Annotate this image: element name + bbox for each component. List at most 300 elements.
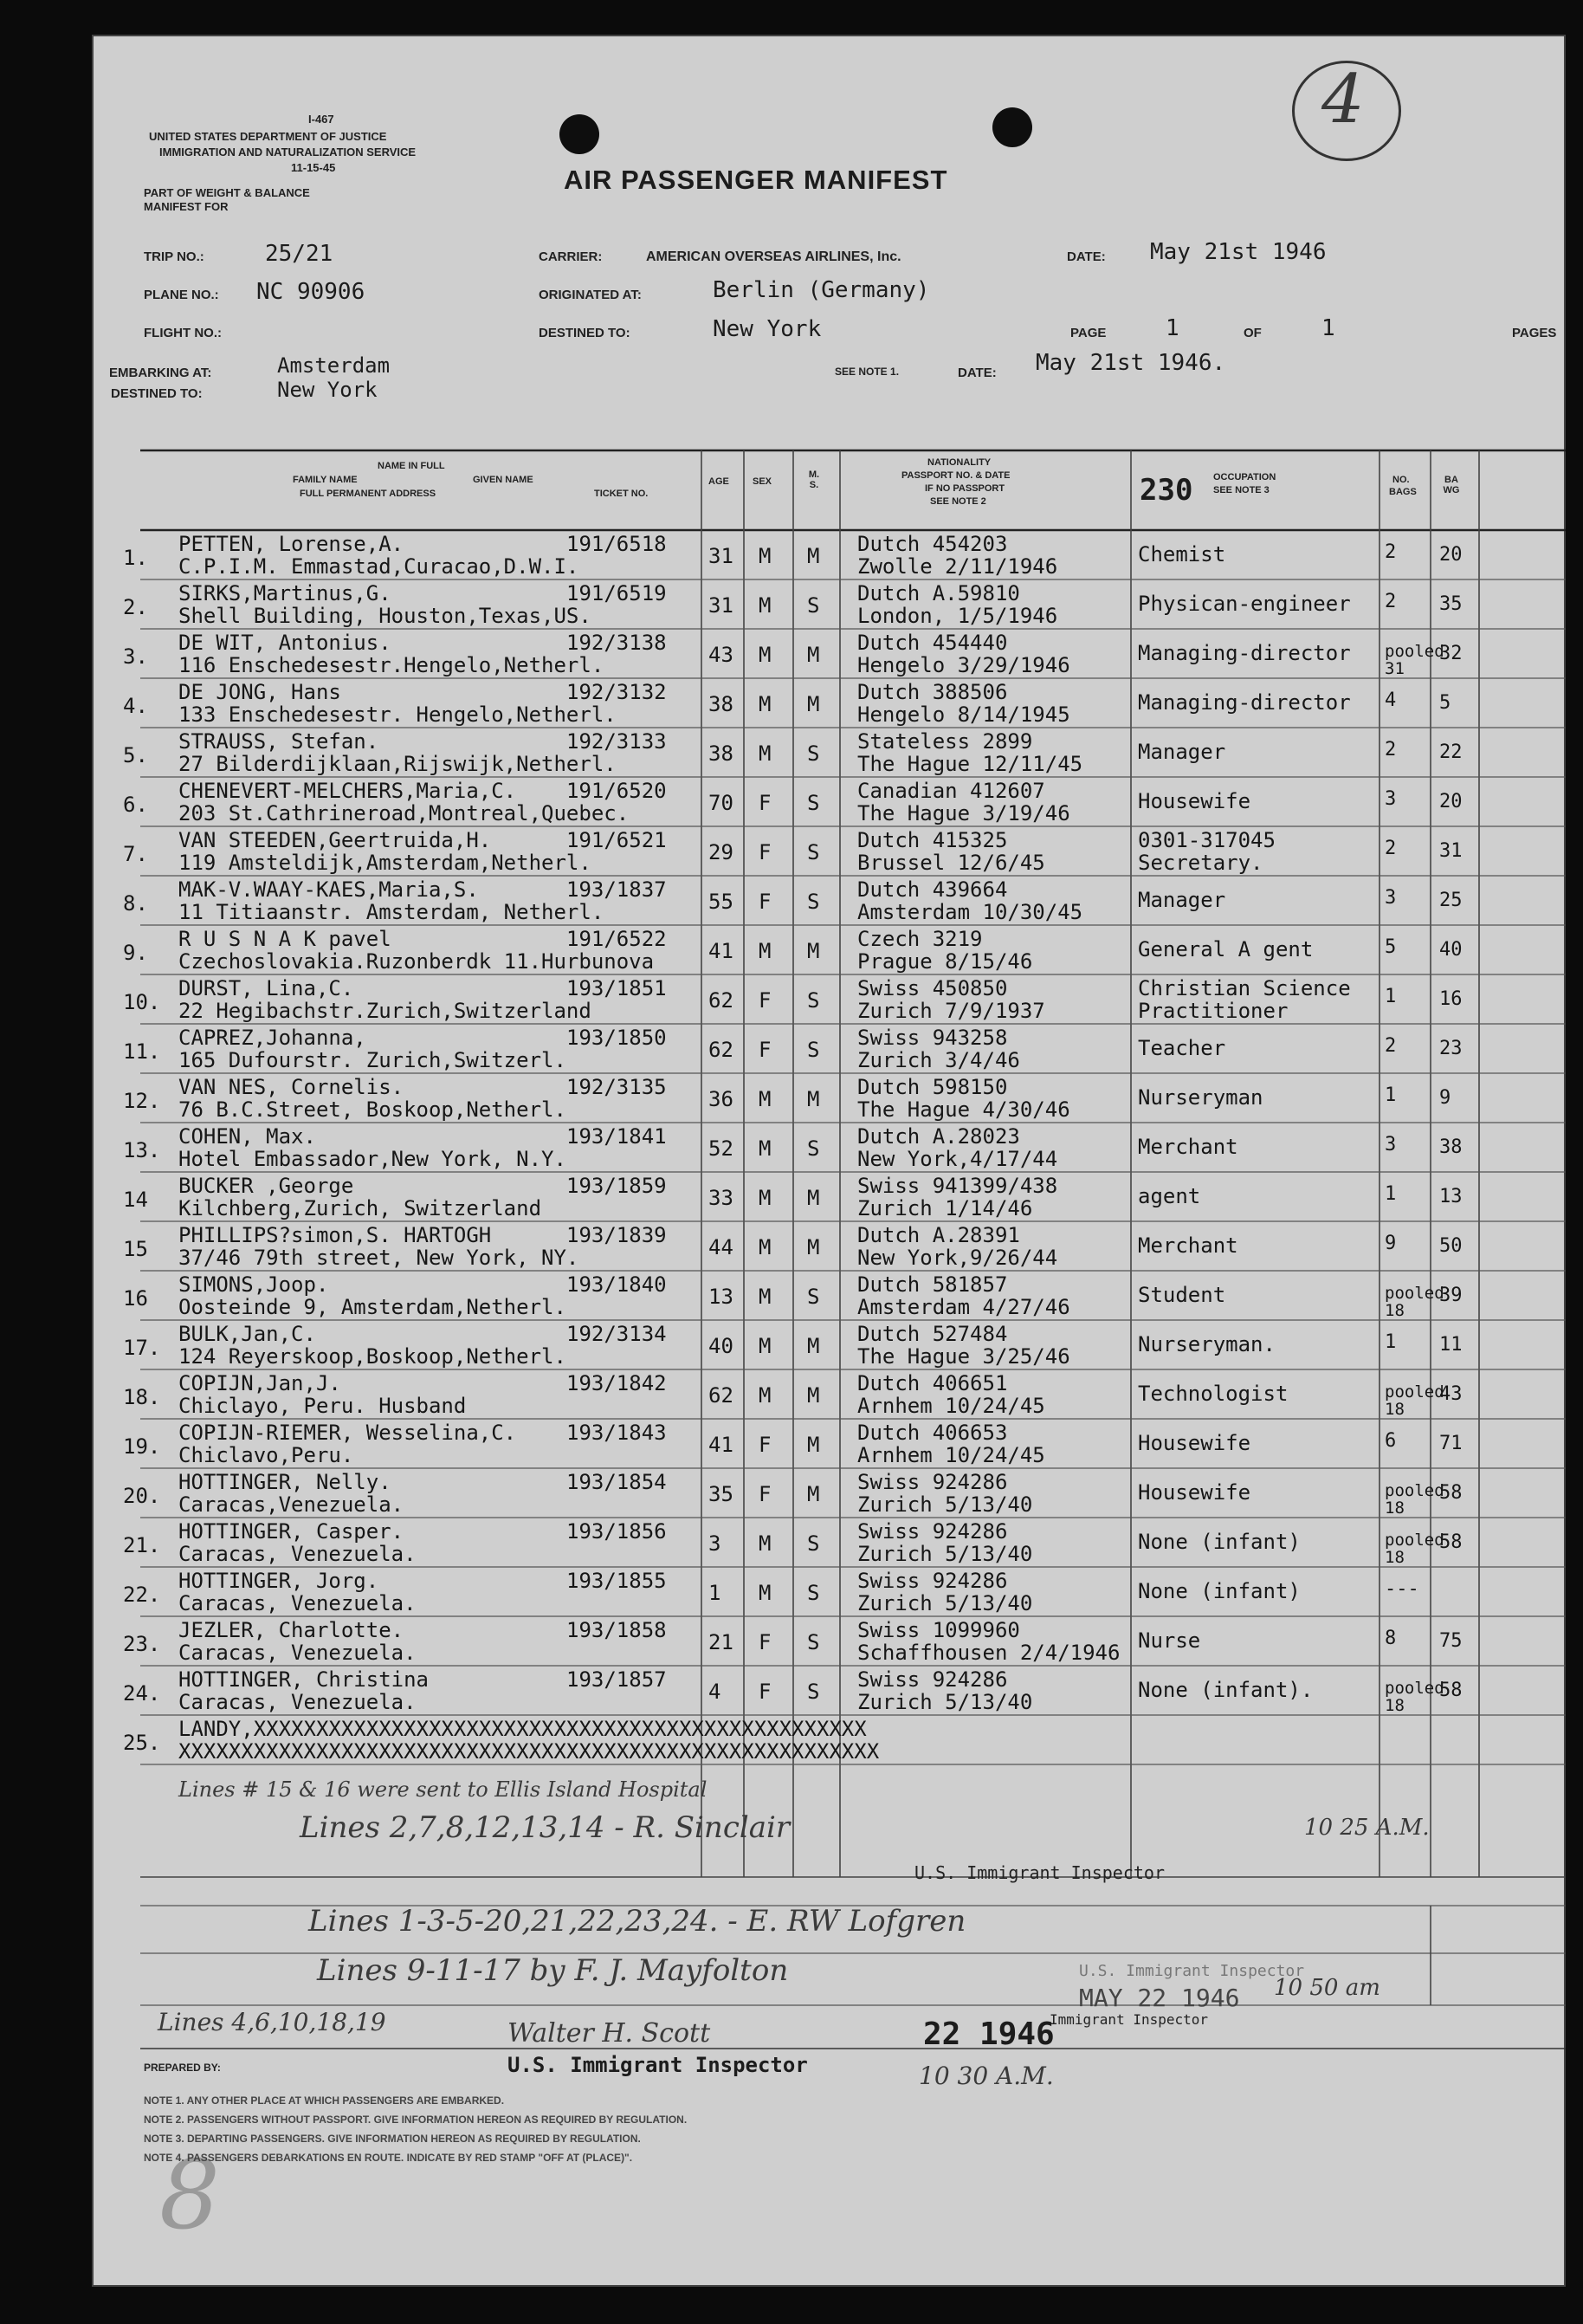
passenger-name: PETTEN, Lorense,A. bbox=[178, 532, 404, 556]
passport-date: Zurich 5/13/40 bbox=[857, 1690, 1033, 1714]
nationality-passport: Stateless 2899 bbox=[857, 729, 1033, 754]
occupation-value: None (infant) bbox=[1138, 1579, 1301, 1603]
passport-date: The Hague 12/11/45 bbox=[857, 752, 1083, 776]
age-value: 38 bbox=[708, 741, 733, 766]
row-number: 8. bbox=[123, 891, 148, 916]
form-number: I-467 bbox=[308, 113, 334, 126]
annotation-line5: Lines 4,6,10,18,19 bbox=[158, 2008, 386, 2036]
annotation-line1: Lines # 15 & 16 were sent to Ellis Island Hospital bbox=[178, 1777, 708, 1802]
sex-value: F bbox=[759, 1482, 772, 1506]
sex-value: M bbox=[759, 643, 772, 667]
weight-value: 43 bbox=[1439, 1383, 1463, 1405]
annotation-time3: 10 30 A.M. bbox=[919, 2062, 1054, 2090]
row-number: 16 bbox=[123, 1286, 148, 1311]
row-number: 21. bbox=[123, 1533, 161, 1557]
margin-mark: 8 bbox=[159, 2140, 220, 2250]
passenger-address: Chiclavo,Peru. bbox=[178, 1443, 354, 1467]
col-bags-no: NO. bbox=[1392, 475, 1410, 485]
weight-value: 13 bbox=[1439, 1186, 1463, 1207]
passport-date: Schaffhousen 2/4/1946 bbox=[857, 1641, 1121, 1665]
trip-value: 25/21 bbox=[265, 241, 333, 267]
passport-date: Zurich 5/13/40 bbox=[857, 1492, 1033, 1517]
age-value: 43 bbox=[708, 643, 733, 667]
weight-value: 50 bbox=[1439, 1235, 1463, 1257]
bags-value: 1 bbox=[1385, 1084, 1397, 1106]
row-number: 23. bbox=[123, 1632, 161, 1656]
see-note: SEE NOTE 1. bbox=[835, 366, 900, 378]
col-bags: BAGS bbox=[1389, 487, 1417, 497]
occupation-value: Housewife bbox=[1138, 789, 1251, 813]
marital-status-value: S bbox=[807, 741, 820, 766]
age-value: 62 bbox=[708, 988, 733, 1013]
annotation-time1: 10 25 A.M. bbox=[1304, 1815, 1430, 1841]
col-name-heading: NAME IN FULL bbox=[378, 461, 445, 471]
bags-value: 3 bbox=[1385, 788, 1397, 810]
marital-status-value: S bbox=[807, 890, 820, 914]
sex-value: M bbox=[759, 1531, 772, 1556]
occupation-value: Student bbox=[1138, 1283, 1226, 1307]
row-number: 24. bbox=[123, 1681, 161, 1706]
age-value: 31 bbox=[708, 544, 733, 568]
sex-value: M bbox=[759, 1334, 772, 1358]
passenger-name: DURST, Lina,C. bbox=[178, 976, 354, 1000]
nationality-passport: Swiss 1099960 bbox=[857, 1618, 1020, 1642]
row-number: 14 bbox=[123, 1188, 148, 1212]
row-number: 17. bbox=[123, 1336, 161, 1360]
sex-value: F bbox=[759, 840, 772, 864]
passenger-name: DE JONG, Hans bbox=[178, 680, 341, 704]
annotation-line3: Lines 1-3-5-20,21,22,23,24. - E. RW Lofgren bbox=[308, 1904, 966, 1939]
nationality-passport: Swiss 924286 bbox=[857, 1569, 1008, 1593]
bags-value: pooled 18 bbox=[1385, 1284, 1444, 1320]
bags-value: 8 bbox=[1385, 1628, 1397, 1649]
occupation-value: None (infant) bbox=[1138, 1530, 1301, 1554]
ticket-number: 193/1851 bbox=[566, 976, 667, 1000]
department: UNITED STATES DEPARTMENT OF JUSTICE bbox=[149, 130, 387, 143]
bags-value: 4 bbox=[1385, 689, 1397, 711]
occupation-value: Managing-director bbox=[1138, 641, 1351, 665]
occupation-value: Nurseryman bbox=[1138, 1085, 1263, 1110]
pages-label: PAGES bbox=[1512, 326, 1557, 340]
age-value: 21 bbox=[708, 1630, 733, 1654]
bags-value: 3 bbox=[1385, 887, 1397, 909]
ticket-number: 192/3132 bbox=[566, 680, 667, 704]
age-value: 41 bbox=[708, 939, 733, 963]
page-number-mark: 4 bbox=[1321, 61, 1365, 139]
embarking-value: Amsterdam bbox=[277, 353, 391, 378]
age-value: 41 bbox=[708, 1433, 733, 1457]
passenger-name: CHENEVERT-MELCHERS,Maria,C. bbox=[178, 779, 517, 803]
nationality-passport: Swiss 941399/438 bbox=[857, 1174, 1058, 1198]
marital-status-value: S bbox=[807, 1285, 820, 1309]
nationality-passport: Dutch 598150 bbox=[857, 1075, 1008, 1099]
passenger-name: DE WIT, Antonius. bbox=[178, 631, 391, 655]
occupation-value: Managing-director bbox=[1138, 690, 1351, 715]
sex-value: F bbox=[759, 1038, 772, 1062]
service: IMMIGRATION AND NATURALIZATION SERVICE bbox=[159, 146, 417, 159]
date-label: DATE: bbox=[1067, 249, 1106, 264]
age-value: 44 bbox=[708, 1235, 733, 1259]
marital-status-value: M bbox=[807, 1383, 820, 1408]
bags-value: 1 bbox=[1385, 986, 1397, 1007]
col-note2: SEE NOTE 2 bbox=[930, 496, 986, 507]
passenger-address: 116 Enschedesestr.Hengelo,Netherl. bbox=[178, 653, 604, 677]
sex-value: F bbox=[759, 988, 772, 1013]
sex-value: M bbox=[759, 741, 772, 766]
nationality-passport: Dutch A.28023 bbox=[857, 1124, 1020, 1149]
bags-value: pooled 18 bbox=[1385, 1679, 1444, 1715]
occupation-value: 0301-317045 bbox=[1138, 828, 1276, 852]
marital-status-value: S bbox=[807, 1038, 820, 1062]
occupation-stamp: 230 bbox=[1140, 473, 1193, 508]
passenger-name: VAN NES, Cornelis. bbox=[178, 1075, 404, 1099]
row-number: 7. bbox=[123, 842, 148, 866]
ticket-number: 193/1843 bbox=[566, 1421, 667, 1445]
trip-label: TRIP NO.: bbox=[144, 249, 204, 264]
nationality-passport: Dutch A.28391 bbox=[857, 1223, 1020, 1247]
plane-value: NC 90906 bbox=[256, 279, 365, 305]
occupation-value: agent bbox=[1138, 1184, 1201, 1208]
marital-status-value: M bbox=[807, 1334, 820, 1358]
bags-value: 2 bbox=[1385, 1035, 1397, 1057]
weight-value: 35 bbox=[1439, 593, 1463, 615]
passport-date: New York,9/26/44 bbox=[857, 1246, 1058, 1270]
weight-value: 39 bbox=[1439, 1285, 1463, 1306]
passenger-address: 27 Bilderdijklaan,Rijswijk,Netherl. bbox=[178, 752, 617, 776]
passenger-name: COPIJN-RIEMER, Wesselina,C. bbox=[178, 1421, 517, 1445]
sex-value: M bbox=[759, 1383, 772, 1408]
passenger-address: Shell Building, Houston,Texas,US. bbox=[178, 604, 591, 628]
weight-value: 71 bbox=[1439, 1433, 1463, 1454]
marital-status-value: S bbox=[807, 1581, 820, 1605]
passport-date: Zwolle 2/11/1946 bbox=[857, 554, 1058, 579]
passenger-name: HOTTINGER, Christina bbox=[178, 1667, 429, 1692]
ticket-number: 193/1857 bbox=[566, 1667, 667, 1692]
marital-status-value: M bbox=[807, 939, 820, 963]
passenger-name: SIMONS,Joop. bbox=[178, 1272, 329, 1297]
passenger-address: Chiclayo, Peru. Husband bbox=[178, 1394, 467, 1418]
passport-date: Amsterdam 10/30/45 bbox=[857, 900, 1083, 924]
age-value: 40 bbox=[708, 1334, 733, 1358]
passenger-address: 76 B.C.Street, Boskoop,Netherl. bbox=[178, 1097, 566, 1122]
passport-date: The Hague 3/25/46 bbox=[857, 1344, 1070, 1369]
nationality-passport: Swiss 924286 bbox=[857, 1667, 1008, 1692]
passenger-name: STRAUSS, Stefan. bbox=[178, 729, 379, 754]
inspector-label3: Immigrant Inspector bbox=[1050, 2011, 1209, 2028]
passenger-address: Caracas, Venezuela. bbox=[178, 1641, 417, 1665]
bags-value: 9 bbox=[1385, 1233, 1397, 1254]
row-number: 15 bbox=[123, 1237, 148, 1261]
col-age: AGE bbox=[708, 476, 729, 487]
destined-label: DESTINED TO: bbox=[539, 326, 630, 340]
page-title: AIR PASSENGER MANIFEST bbox=[564, 165, 948, 195]
weight-value: 20 bbox=[1439, 791, 1463, 812]
marital-status-value: S bbox=[807, 988, 820, 1013]
occupation-value: Merchant bbox=[1138, 1233, 1238, 1258]
passenger-name: LANDY,XXXXXXXXXXXXXXXXXXXXXXXXXXXXXXXXXXXXXXXXXXXXXXXXX bbox=[178, 1717, 867, 1741]
occupation-value: General A gent bbox=[1138, 937, 1314, 961]
ticket-number: 192/3133 bbox=[566, 729, 667, 754]
nationality-passport: Dutch 406653 bbox=[857, 1421, 1008, 1445]
bags-value: 2 bbox=[1385, 838, 1397, 859]
occupation-value: Christian Science bbox=[1138, 976, 1351, 1000]
age-value: 29 bbox=[708, 840, 733, 864]
passenger-address: 37/46 79th street, New York, NY. bbox=[178, 1246, 579, 1270]
bags-value: pooled 18 bbox=[1385, 1481, 1444, 1518]
col-occupation: OCCUPATION bbox=[1213, 472, 1276, 482]
ticket-number: 193/1839 bbox=[566, 1223, 667, 1247]
row-number: 6. bbox=[123, 793, 148, 817]
sex-value: M bbox=[759, 1285, 772, 1309]
weight-value: 58 bbox=[1439, 1680, 1463, 1701]
weight-value: 58 bbox=[1439, 1531, 1463, 1553]
passenger-address: Hotel Embassador,New York, N.Y. bbox=[178, 1147, 566, 1171]
row-number: 1. bbox=[123, 546, 148, 570]
weight-value: 11 bbox=[1439, 1334, 1463, 1356]
bags-value: 6 bbox=[1385, 1430, 1397, 1452]
nationality-passport: Dutch A.59810 bbox=[857, 581, 1020, 605]
col-address: FULL PERMANENT ADDRESS bbox=[300, 489, 436, 499]
row-number: 25. bbox=[123, 1731, 161, 1755]
ticket-number: 192/3134 bbox=[566, 1322, 667, 1346]
bags-value: 2 bbox=[1385, 591, 1397, 612]
ticket-number: 191/6522 bbox=[566, 927, 667, 951]
passport-date: New York,4/17/44 bbox=[857, 1147, 1058, 1171]
passport-date: London, 1/5/1946 bbox=[857, 604, 1058, 628]
col-no-passport: IF NO PASSPORT bbox=[925, 483, 1005, 494]
age-value: 3 bbox=[708, 1531, 721, 1556]
manifest-for: MANIFEST FOR bbox=[144, 200, 229, 213]
bags-value: 1 bbox=[1385, 1183, 1397, 1205]
sex-value: M bbox=[759, 1087, 772, 1111]
ticket-number: 191/6518 bbox=[566, 532, 667, 556]
passenger-name: MAK-V.WAAY-KAES,Maria,S. bbox=[178, 877, 479, 902]
date-value: May 21st 1946 bbox=[1150, 239, 1327, 265]
ticket-number: 193/1855 bbox=[566, 1569, 667, 1593]
weight-value: 31 bbox=[1439, 840, 1463, 862]
annotation-line4: Lines 9-11-17 by F. J. Mayfolton bbox=[317, 1953, 789, 1988]
age-value: 62 bbox=[708, 1038, 733, 1062]
marital-status-value: S bbox=[807, 1630, 820, 1654]
manifest-sheet bbox=[92, 35, 1566, 2287]
row-number: 11. bbox=[123, 1039, 161, 1064]
passenger-address: 165 Dufourstr. Zurich,Switzerl. bbox=[178, 1048, 566, 1072]
passport-date: Brussel 12/6/45 bbox=[857, 851, 1045, 875]
nationality-passport: Dutch 454203 bbox=[857, 532, 1008, 556]
passport-date: Zurich 5/13/40 bbox=[857, 1591, 1033, 1615]
ticket-number: 191/6520 bbox=[566, 779, 667, 803]
passenger-address: Caracas, Venezuela. bbox=[178, 1690, 417, 1714]
marital-status-value: S bbox=[807, 1680, 820, 1704]
passenger-address: 133 Enschedesestr. Hengelo,Netherl. bbox=[178, 702, 617, 727]
row-number: 5. bbox=[123, 743, 148, 767]
sex-value: M bbox=[759, 1235, 772, 1259]
passenger-address: Caracas,Venezuela. bbox=[178, 1492, 404, 1517]
footnote: NOTE 4. PASSENGERS DEBARKATIONS EN ROUTE. INDICATE BY RED STAMP "OFF AT (PLACE)". bbox=[144, 2152, 633, 2164]
prepared-by-label: PREPARED BY: bbox=[144, 2062, 221, 2074]
passenger-address: XXXXXXXXXXXXXXXXXXXXXXXXXXXXXXXXXXXXXXXXXXXXXXXXXXXXXXXX bbox=[178, 1739, 880, 1764]
form-date: 11-15-45 bbox=[291, 161, 336, 174]
marital-status-value: M bbox=[807, 544, 820, 568]
row-number: 2. bbox=[123, 595, 148, 619]
passenger-address: 119 Amsteldijk,Amsterdam,Netherl. bbox=[178, 851, 591, 875]
weight-value: 38 bbox=[1439, 1136, 1463, 1158]
occupation-value: Nurse bbox=[1138, 1628, 1201, 1653]
marital-status-value: M bbox=[807, 1087, 820, 1111]
passenger-name: VAN STEEDEN,Geertruida,H. bbox=[178, 828, 492, 852]
annotation-line2: Lines 2,7,8,12,13,14 - R. Sinclair bbox=[300, 1810, 791, 1845]
passport-date: Prague 8/15/46 bbox=[857, 949, 1033, 974]
col-weight: BA WG bbox=[1443, 475, 1460, 495]
col-family-name: FAMILY NAME bbox=[293, 475, 358, 485]
ticket-number: 193/1859 bbox=[566, 1174, 667, 1198]
bags-value: pooled 18 bbox=[1385, 1531, 1444, 1567]
passport-date: Zurich 5/13/40 bbox=[857, 1542, 1033, 1566]
nationality-passport: Canadian 412607 bbox=[857, 779, 1045, 803]
row-number: 18. bbox=[123, 1385, 161, 1409]
row-number: 4. bbox=[123, 694, 148, 718]
passport-date: The Hague 4/30/46 bbox=[857, 1097, 1070, 1122]
ticket-number: 193/1854 bbox=[566, 1470, 667, 1494]
originated-label: ORIGINATED AT: bbox=[539, 288, 642, 302]
sex-value: M bbox=[759, 544, 772, 568]
passenger-name: HOTTINGER, Jorg. bbox=[178, 1569, 379, 1593]
weight-value: 32 bbox=[1439, 643, 1463, 664]
ticket-number: 191/6519 bbox=[566, 581, 667, 605]
ticket-number: 193/1850 bbox=[566, 1026, 667, 1050]
age-value: 33 bbox=[708, 1186, 733, 1210]
age-value: 1 bbox=[708, 1581, 721, 1605]
nationality-passport: Dutch 581857 bbox=[857, 1272, 1008, 1297]
ticket-number: 193/1858 bbox=[566, 1618, 667, 1642]
annotation-time2: 10 50 am bbox=[1274, 1975, 1380, 2001]
ticket-number: 193/1842 bbox=[566, 1371, 667, 1395]
passenger-address: 203 St.Cathrineroad,Montreal,Quebec. bbox=[178, 801, 630, 825]
row-number: 13. bbox=[123, 1138, 161, 1162]
occupation-value: Housewife bbox=[1138, 1480, 1251, 1505]
passenger-address: Czechoslovakia.Ruzonberdk 11.Hurbunova bbox=[178, 949, 655, 974]
inspector-label2: U.S. Immigrant Inspector bbox=[1079, 1962, 1305, 1980]
passport-date: Zurich 3/4/46 bbox=[857, 1048, 1020, 1072]
inspector-label1: U.S. Immigrant Inspector bbox=[914, 1862, 1165, 1883]
nationality-passport: Dutch 527484 bbox=[857, 1322, 1008, 1346]
weight-value: 20 bbox=[1439, 544, 1463, 566]
passenger-address: 124 Reyerskoop,Boskoop,Netherl. bbox=[178, 1344, 566, 1369]
page-label: PAGE bbox=[1070, 326, 1107, 340]
nationality-passport: Dutch 406651 bbox=[857, 1371, 1008, 1395]
marital-status-value: M bbox=[807, 1482, 820, 1506]
bags-value: pooled 18 bbox=[1385, 1382, 1444, 1419]
age-value: 36 bbox=[708, 1087, 733, 1111]
sex-value: M bbox=[759, 1581, 772, 1605]
age-value: 13 bbox=[708, 1285, 733, 1309]
sex-value: M bbox=[759, 1186, 772, 1210]
sex-value: F bbox=[759, 791, 772, 815]
age-value: 4 bbox=[708, 1680, 721, 1704]
date2-value: May 21st 1946. bbox=[1036, 350, 1226, 376]
bags-value: 5 bbox=[1385, 936, 1397, 958]
occupation-line2: Practitioner bbox=[1138, 999, 1289, 1023]
passport-date: Zurich 7/9/1937 bbox=[857, 999, 1045, 1023]
inspector-label4: U.S. Immigrant Inspector bbox=[507, 2053, 808, 2077]
age-value: 55 bbox=[708, 890, 733, 914]
marital-status-value: S bbox=[807, 840, 820, 864]
carrier-value: AMERICAN OVERSEAS AIRLINES, Inc. bbox=[646, 249, 901, 264]
occupation-value: Manager bbox=[1138, 888, 1226, 912]
passenger-address: 22 Hegibachstr.Zurich,Switzerland bbox=[178, 999, 591, 1023]
age-value: 31 bbox=[708, 593, 733, 618]
marital-status-value: S bbox=[807, 593, 820, 618]
passenger-name: BUCKER ,George bbox=[178, 1174, 354, 1198]
passenger-address: Oosteinde 9, Amsterdam,Netherl. bbox=[178, 1295, 566, 1319]
occupation-value: Manager bbox=[1138, 740, 1226, 764]
destined2-value: New York bbox=[277, 378, 378, 402]
sex-value: M bbox=[759, 692, 772, 716]
weight-value: 25 bbox=[1439, 890, 1463, 911]
marital-status-value: S bbox=[807, 1136, 820, 1161]
occupation-value: Technologist bbox=[1138, 1382, 1289, 1406]
passenger-address: C.P.I.M. Emmastad,Curacao,D.W.I. bbox=[178, 554, 579, 579]
bags-value: 2 bbox=[1385, 739, 1397, 761]
nationality-passport: Dutch 388506 bbox=[857, 680, 1008, 704]
nationality-passport: Swiss 924286 bbox=[857, 1470, 1008, 1494]
age-value: 62 bbox=[708, 1383, 733, 1408]
marital-status-value: S bbox=[807, 1531, 820, 1556]
row-number: 19. bbox=[123, 1434, 161, 1459]
passport-date: Hengelo 8/14/1945 bbox=[857, 702, 1070, 727]
nationality-passport: Dutch 439664 bbox=[857, 877, 1008, 902]
carrier-label: CARRIER: bbox=[539, 249, 603, 264]
weight-value: 16 bbox=[1439, 988, 1463, 1010]
ticket-number: 193/1841 bbox=[566, 1124, 667, 1149]
row-number: 10. bbox=[123, 990, 161, 1014]
bags-value: pooled 31 bbox=[1385, 642, 1444, 678]
passenger-address: Caracas, Venezuela. bbox=[178, 1591, 417, 1615]
occupation-value: Teacher bbox=[1138, 1036, 1226, 1060]
age-value: 70 bbox=[708, 791, 733, 815]
passenger-name: JEZLER, Charlotte. bbox=[178, 1618, 404, 1642]
passenger-address: Caracas, Venezuela. bbox=[178, 1542, 417, 1566]
row-number: 12. bbox=[123, 1089, 161, 1113]
date2-label: DATE: bbox=[958, 366, 997, 380]
of-label: OF bbox=[1244, 326, 1262, 340]
col-ticket: TICKET NO. bbox=[594, 489, 649, 499]
nationality-passport: Swiss 450850 bbox=[857, 976, 1008, 1000]
weight-value: 9 bbox=[1439, 1087, 1451, 1109]
passport-date: Amsterdam 4/27/46 bbox=[857, 1295, 1070, 1319]
passenger-name: PHILLIPS?simon,S. HARTOGH bbox=[178, 1223, 492, 1247]
weight-value: 23 bbox=[1439, 1038, 1463, 1059]
of-value: 1 bbox=[1321, 315, 1335, 341]
ticket-number: 193/1837 bbox=[566, 877, 667, 902]
passport-date: Arnhem 10/24/45 bbox=[857, 1394, 1045, 1418]
bags-value: 2 bbox=[1385, 541, 1397, 563]
ticket-number: 192/3135 bbox=[566, 1075, 667, 1099]
passport-date: Zurich 1/14/46 bbox=[857, 1196, 1033, 1220]
col-note3: SEE NOTE 3 bbox=[1213, 485, 1270, 495]
marital-status-value: M bbox=[807, 692, 820, 716]
sex-value: F bbox=[759, 1433, 772, 1457]
weight-value: 58 bbox=[1439, 1482, 1463, 1504]
sex-value: M bbox=[759, 593, 772, 618]
nationality-passport: Dutch 454440 bbox=[857, 631, 1008, 655]
col-marital-status: M. S. bbox=[808, 469, 820, 490]
marital-status-value: S bbox=[807, 791, 820, 815]
originated-value: Berlin (Germany) bbox=[713, 277, 930, 303]
bags-value: 3 bbox=[1385, 1134, 1397, 1156]
ticket-number: 192/3138 bbox=[566, 631, 667, 655]
marital-status-value: M bbox=[807, 1235, 820, 1259]
